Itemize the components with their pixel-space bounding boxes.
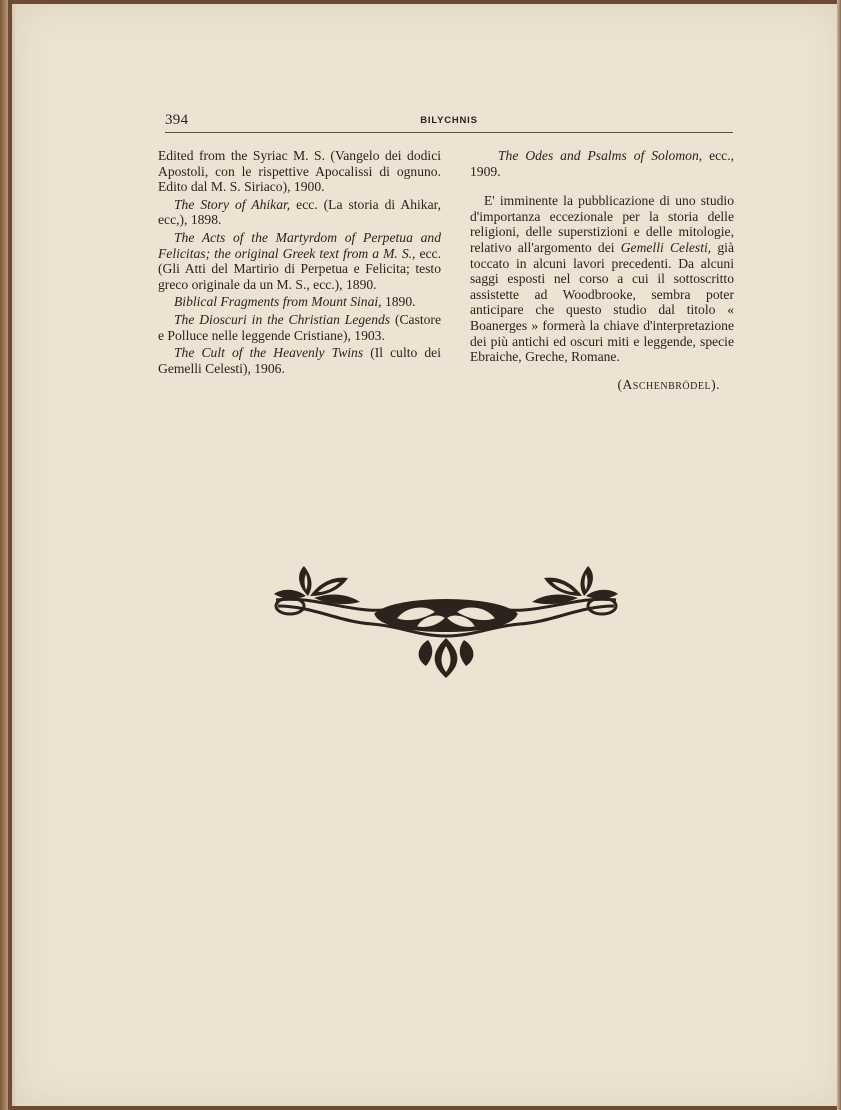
- bibliography-entry: The Odes and Psalms of Solomon, ecc., 1909.: [470, 148, 734, 179]
- page-number: 394: [165, 112, 189, 128]
- bibliography-entry: The Acts of the Martyrdom of Perpetua and Felicitas; the original Greek text from a M. S., ecc. (Gli Atti del Martirio di Perpetua e Felicita; testo greco originale da un M. S., ecc.), 1890.: [158, 229, 441, 292]
- bibliography-entry: The Dioscuri in the Christian Legends (Castore e Polluce nelle leggende Cristiane), 1903.: [158, 311, 441, 343]
- page-edge-right: [837, 0, 841, 1110]
- left-column: [158, 148, 441, 378]
- page-header: [165, 110, 733, 133]
- running-head: BILYCHNIS: [420, 115, 478, 126]
- binding-edge: [0, 0, 8, 1110]
- floral-ornament-icon: [268, 566, 624, 686]
- announcement-paragraph: E' imminente la pubblicazione di uno studio d'importanza eccezionale per la storia delle religioni, delle superstizioni e delle mitologie, relativo all'argomento dei Gemelli Celesti, già toccato in alcuni lavori precedenti. Da alcuni saggi esposti nel corso a cui il sottoscritto assistette ad Woodbrooke, sembra poter anticipare che questo studio dal titolo « Boanerges » formerà la chiave d'interpretazione dei più antichi ed oscuri miti e leggende, specie Ebraiche, Greche, Romane.: [470, 193, 734, 365]
- bibliography-entry: Edited from the Syriac M. S. (Vangelo dei dodici Apostoli, con le rispettive Apocalissi di ognuno. Edito dal M. S. Siriaco), 1900.: [158, 148, 441, 195]
- bibliography-entry: The Story of Ahikar, ecc. (La storia di Ahikar, ecc,), 1898.: [158, 196, 442, 228]
- right-column: [470, 148, 734, 394]
- author-signature: (Aschenbrödel).: [617, 376, 720, 392]
- bibliography-entry: The Cult of the Heavenly Twins (Il culto dei Gemelli Celesti), 1906.: [158, 345, 441, 376]
- bibliography-entry: Biblical Fragments from Mount Sinai, 1890.: [174, 294, 416, 310]
